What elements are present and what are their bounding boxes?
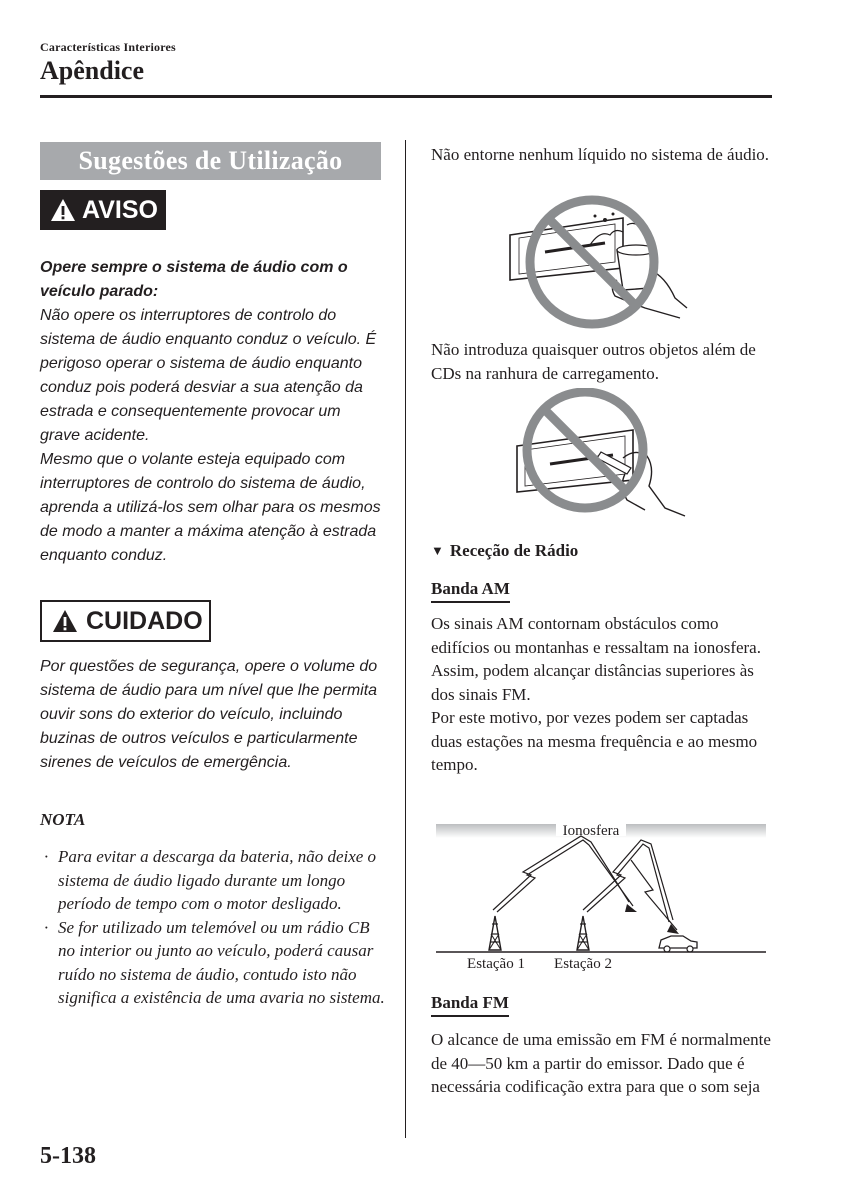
liquid-warning-text: Não entorne nenhum líquido no sistema de áudio. <box>431 145 770 164</box>
list-item <box>40 845 385 916</box>
warning-body-2: Mesmo que o volante esteja equipado com interruptores de controlo do sistema de áudio, aprenda a utilizá-los sem olhar para os mesmos de modo a manter a máxima atenção à estrada enquanto conduz. <box>40 451 381 564</box>
nota-item-text: Se for utilizado um telemóvel ou um rádio CB no interior ou junto ao veículo, poderá causar ruído no sistema de áudio, contudo isto não significa a existência de uma avaria no sistema. <box>58 917 385 1007</box>
list-item <box>40 916 385 1010</box>
column-divider <box>405 140 406 1138</box>
nota-title: NOTA <box>40 810 86 829</box>
caution-text: Por questões de segurança, opere o volume do sistema de áudio para um nível que lhe permita ouvir sons do exterior do veículo, incluindo buzinas de outros veículos e particularmente sirenes de veículos de emergência. <box>40 658 378 771</box>
section-title: Sugestões de Utilização <box>40 142 381 180</box>
tower-icon <box>577 916 589 950</box>
am-propagation-diagram <box>431 820 771 975</box>
radio-reception-label: Receção de Rádio <box>449 541 579 560</box>
fm-paragraph: O alcance de uma emissão em FM é normalmente de 40―50 km a partir do emissor. Dado que é necessária codificação extra para que o som seja <box>431 1030 771 1096</box>
am-paragraph-3: Por este motivo, por vezes podem ser captadas duas estações na mesma frequência e ao mesmo tempo. <box>431 708 758 774</box>
wave-path-3 <box>631 860 677 930</box>
wave-arrowhead <box>625 904 637 912</box>
station-1-label: Estação 1 <box>467 956 525 972</box>
radio-reception-heading <box>431 541 578 561</box>
caution-label: CUIDADO <box>86 606 203 635</box>
am-paragraph-1: Os sinais AM contornam obstáculos como edifícios ou montanhas e ressaltam na ionosfera. <box>431 614 761 657</box>
tower-icon <box>489 916 501 950</box>
ionosphere-label: Ionosfera <box>562 823 620 839</box>
warning-label: AVISO <box>82 195 158 224</box>
caution-triangle-icon <box>52 609 78 633</box>
warning-triangle-icon <box>50 198 76 222</box>
nota-item-text: Para evitar a descarga da bateria, não deixe o sistema de áudio ligado durante um longo período de tempo com o motor desligado. <box>58 847 377 913</box>
header-rule <box>40 95 772 98</box>
am-paragraphs <box>431 612 776 777</box>
fm-heading: Banda FM <box>431 993 509 1017</box>
car-icon <box>659 936 697 952</box>
station-2-label: Estação 2 <box>554 956 612 972</box>
page-number: 5-138 <box>40 1143 96 1169</box>
warning-badge <box>40 190 166 230</box>
bullet-mark: · <box>44 917 49 937</box>
am-paragraph-2: Assim, podem alcançar distâncias superiores às dos sinais FM. <box>431 661 754 704</box>
caution-badge <box>40 600 211 642</box>
warning-text <box>40 256 385 568</box>
triangle-down-icon: ▼ <box>431 543 444 558</box>
warning-lead: Opere sempre o sistema de áudio com o veículo parado: <box>40 259 348 300</box>
bullet-mark: · <box>44 847 49 866</box>
no-objects-illustration <box>505 388 690 523</box>
no-liquid-illustration <box>505 190 690 340</box>
nota-list <box>40 845 385 1010</box>
am-heading: Banda AM <box>431 579 510 603</box>
warning-body-1: Não opere os interruptores de controlo do sistema de áudio enquanto conduz o veículo. É perigoso operar o sistema de áudio enquanto conduz pois poderá desviar a sua atenção da estrada e consequentemente provocar um grave acidente. <box>40 307 377 444</box>
header-category: Características Interiores <box>40 40 176 54</box>
objects-warning-text: Não introduza quaisquer outros objetos além de CDs na ranhura de carregamento. <box>431 340 756 383</box>
page-title: Apêndice <box>40 56 144 85</box>
